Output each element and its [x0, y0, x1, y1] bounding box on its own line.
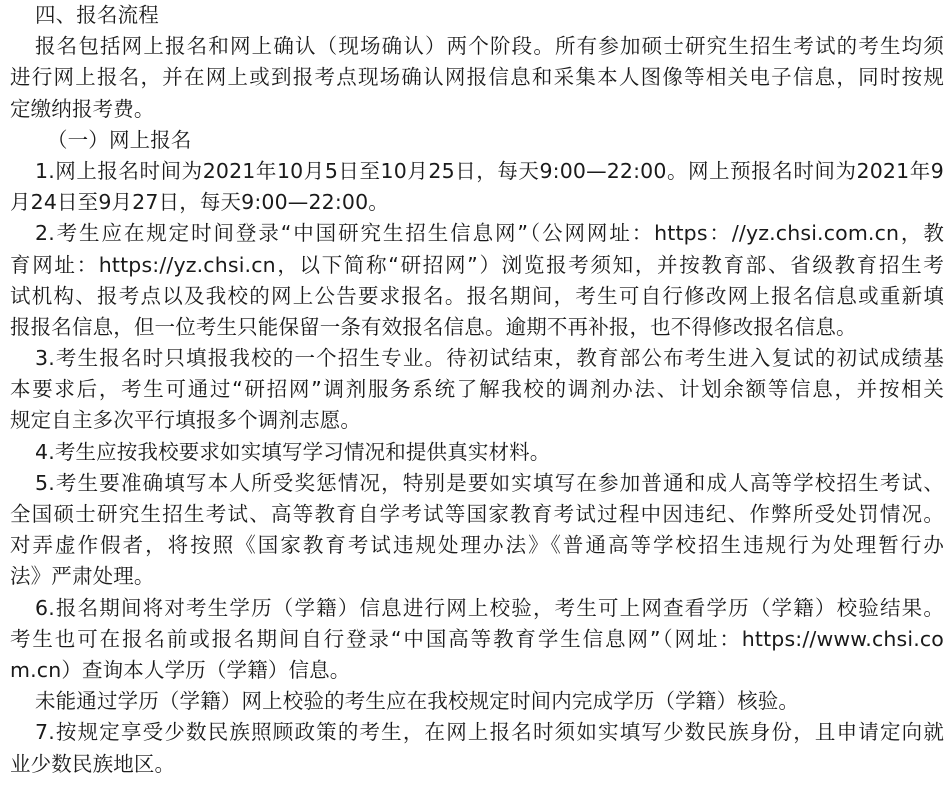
text-line: 6.报名期间将对考生学历（学籍）信息进行网上校验，考生可上网查看学历（学籍）校验结果。 — [35, 595, 944, 620]
text-line: 对弄虚作假者，将按照《国家教育考试违规处理办法》《普通高等学校招生违规行为处理暂行办 — [10, 533, 944, 558]
document-body — [10, 0, 944, 780]
section-title: 四、报名流程 — [35, 3, 159, 27]
text-line: 1.网上报名时间为2021年10月5日至10月25日，每天9:00—22:00。网上预报名时间为2021年9 — [35, 158, 944, 183]
text-line: 未能通过学历（学籍）网上校验的考生应在我校规定时间内完成学历（学籍）核验。 — [35, 689, 800, 714]
text-line: 月24日至9月27日，每天9:00—22:00。 — [10, 190, 389, 215]
text-line: （一）网上报名 — [47, 127, 192, 152]
text-line: 业少数民族地区。 — [10, 751, 176, 776]
text-line: 全国硕士研究生招生考试、高等教育自学考试等国家教育考试过程中因违纪、作弊所受处罚情况。 — [10, 502, 944, 526]
text-line: 法》严肃处理。 — [10, 564, 155, 589]
text-line: 2.考生应在规定时间登录“中国研究生招生信息网”（公网网址：https：//yz.chsi.com.cn，教 — [35, 221, 944, 246]
text-line: m.cn）查询本人学历（学籍）信息。 — [10, 657, 351, 682]
text-line: 进行网上报名，并在网上或到报考点现场确认网报信息和采集本人图像等相关电子信息，同时按规 — [10, 65, 944, 90]
text-line: 3.考生报名时只填报我校的一个招生专业。待初试结束，教育部公布考生进入复试的初试成绩基 — [35, 346, 944, 371]
text-line: 4.考生应按我校要求如实填写学习情况和提供真实材料。 — [35, 439, 551, 464]
text-line: 试机构、报考点以及我校的网上公告要求报名。报名期间，考生可自行修改网上报名信息或重新填 — [10, 283, 944, 308]
paragraph-lines — [10, 31, 944, 780]
text-line: 育网址：https://yz.chsi.cn，以下简称“研招网”）浏览报考须知，并按教育部、省级教育招生考 — [10, 252, 944, 277]
text-line: 5.考生要准确填写本人所受奖惩情况，特别是要如实填写在参加普通和成人高等学校招生考试、 — [35, 470, 944, 495]
text-line: 7.按规定享受少数民族照顾政策的考生，在网上报名时须如实填写少数民族身份，且申请定向就 — [35, 720, 944, 745]
text-line: 规定自主多次平行填报多个调剂志愿。 — [10, 408, 362, 433]
text-line: 报名包括网上报名和网上确认（现场确认）两个阶段。所有参加硕士研究生招生考试的考生均须 — [35, 34, 944, 59]
text-line: 定缴纳报考费。 — [10, 96, 155, 121]
text-line: 本要求后，考生可通过“研招网”调剂服务系统了解我校的调剂办法、计划余额等信息，并按相关 — [10, 377, 944, 402]
text-line: 考生也可在报名前或报名期间自行登录“中国高等教育学生信息网”（网址：https://www.chsi.co — [10, 626, 944, 651]
text-line: 报报名信息，但一位考生只能保留一条有效报名信息。逾期不再补报，也不得修改报名信息。 — [10, 314, 857, 339]
